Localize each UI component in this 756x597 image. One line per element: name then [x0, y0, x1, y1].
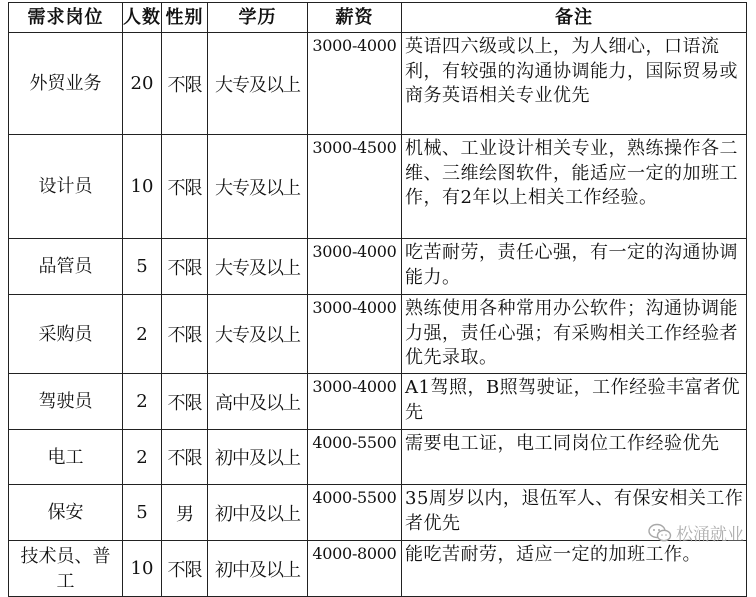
- cell-salary: 4000-5500: [308, 430, 402, 485]
- cell-position: 外贸业务: [9, 33, 123, 135]
- cell-education: 高中及以上: [208, 374, 308, 430]
- cell-note: 机械、工业设计相关专业，熟练操作各二维、三维绘图软件，能适应一定的加班工作，有2年以上相关工作经验。: [402, 135, 747, 239]
- cell-gender: 不限: [162, 430, 208, 485]
- cell-count: 2: [123, 374, 162, 430]
- cell-position: 保安: [9, 485, 123, 541]
- cell-position: 设计员: [9, 135, 123, 239]
- cell-gender: 男: [162, 485, 208, 541]
- cell-salary: 3000-4500: [308, 135, 402, 239]
- cell-salary: 3000-4000: [308, 33, 402, 135]
- cell-gender: 不限: [162, 295, 208, 374]
- cell-note: 能吃苦耐劳，适应一定的加班工作。: [402, 541, 747, 597]
- cell-count: 5: [123, 485, 162, 541]
- cell-salary: 4000-5500: [308, 485, 402, 541]
- cell-position: 品管员: [9, 239, 123, 295]
- wechat-icon: [648, 523, 672, 543]
- cell-note: A1驾照，B照驾驶证，工作经验丰富者优先: [402, 374, 747, 430]
- table-row: [9, 485, 747, 541]
- cell-note: 吃苦耐劳，责任心强，有一定的沟通协调能力。: [402, 239, 747, 295]
- cell-gender: 不限: [162, 135, 208, 239]
- cell-salary: 4000-8000: [308, 541, 402, 597]
- header-count: 人数: [123, 3, 162, 33]
- cell-salary: 3000-4000: [308, 295, 402, 374]
- table-row: [9, 374, 747, 430]
- header-education: 学历: [208, 3, 308, 33]
- table-row: [9, 239, 747, 295]
- header-row: [9, 3, 747, 33]
- cell-note: 熟练使用各种常用办公软件；沟通协调能力强，责任心强；有采购相关工作经验者优先录取。: [402, 295, 747, 374]
- job-table: [8, 2, 747, 597]
- job-table-container: [8, 2, 747, 597]
- watermark-text: 松涌就业: [676, 525, 744, 545]
- cell-note: 35周岁以内，退伍军人、有保安相关工作者优先: [402, 485, 747, 541]
- cell-education: 大专及以上: [208, 295, 308, 374]
- cell-education: 初中及以上: [208, 541, 308, 597]
- header-gender: 性别: [162, 3, 208, 33]
- cell-gender: 不限: [162, 33, 208, 135]
- table-row: [9, 295, 747, 374]
- cell-position: 电工: [9, 430, 123, 485]
- cell-count: 10: [123, 135, 162, 239]
- table-row: [9, 33, 747, 135]
- cell-education: 大专及以上: [208, 33, 308, 135]
- header-note: 备注: [402, 3, 747, 33]
- cell-count: 10: [123, 541, 162, 597]
- cell-education: 初中及以上: [208, 430, 308, 485]
- cell-position: 采购员: [9, 295, 123, 374]
- header-salary: 薪资: [308, 3, 402, 33]
- cell-position: 驾驶员: [9, 374, 123, 430]
- cell-count: 2: [123, 295, 162, 374]
- cell-gender: 不限: [162, 541, 208, 597]
- cell-position: 技术员、普工: [9, 541, 123, 597]
- cell-note: 需要电工证，电工同岗位工作经验优先: [402, 430, 747, 485]
- table-row: [9, 135, 747, 239]
- cell-count: 20: [123, 33, 162, 135]
- cell-education: 大专及以上: [208, 239, 308, 295]
- watermark: [648, 520, 744, 545]
- cell-education: 初中及以上: [208, 485, 308, 541]
- cell-count: 5: [123, 239, 162, 295]
- cell-salary: 3000-4000: [308, 239, 402, 295]
- cell-note: 英语四六级或以上，为人细心，口语流利，有较强的沟通协调能力，国际贸易或商务英语相关专业优先: [402, 33, 747, 135]
- cell-count: 2: [123, 430, 162, 485]
- cell-education: 大专及以上: [208, 135, 308, 239]
- cell-gender: 不限: [162, 239, 208, 295]
- header-position: 需求岗位: [9, 3, 123, 33]
- cell-salary: 3000-4000: [308, 374, 402, 430]
- cell-gender: 不限: [162, 374, 208, 430]
- table-row: [9, 430, 747, 485]
